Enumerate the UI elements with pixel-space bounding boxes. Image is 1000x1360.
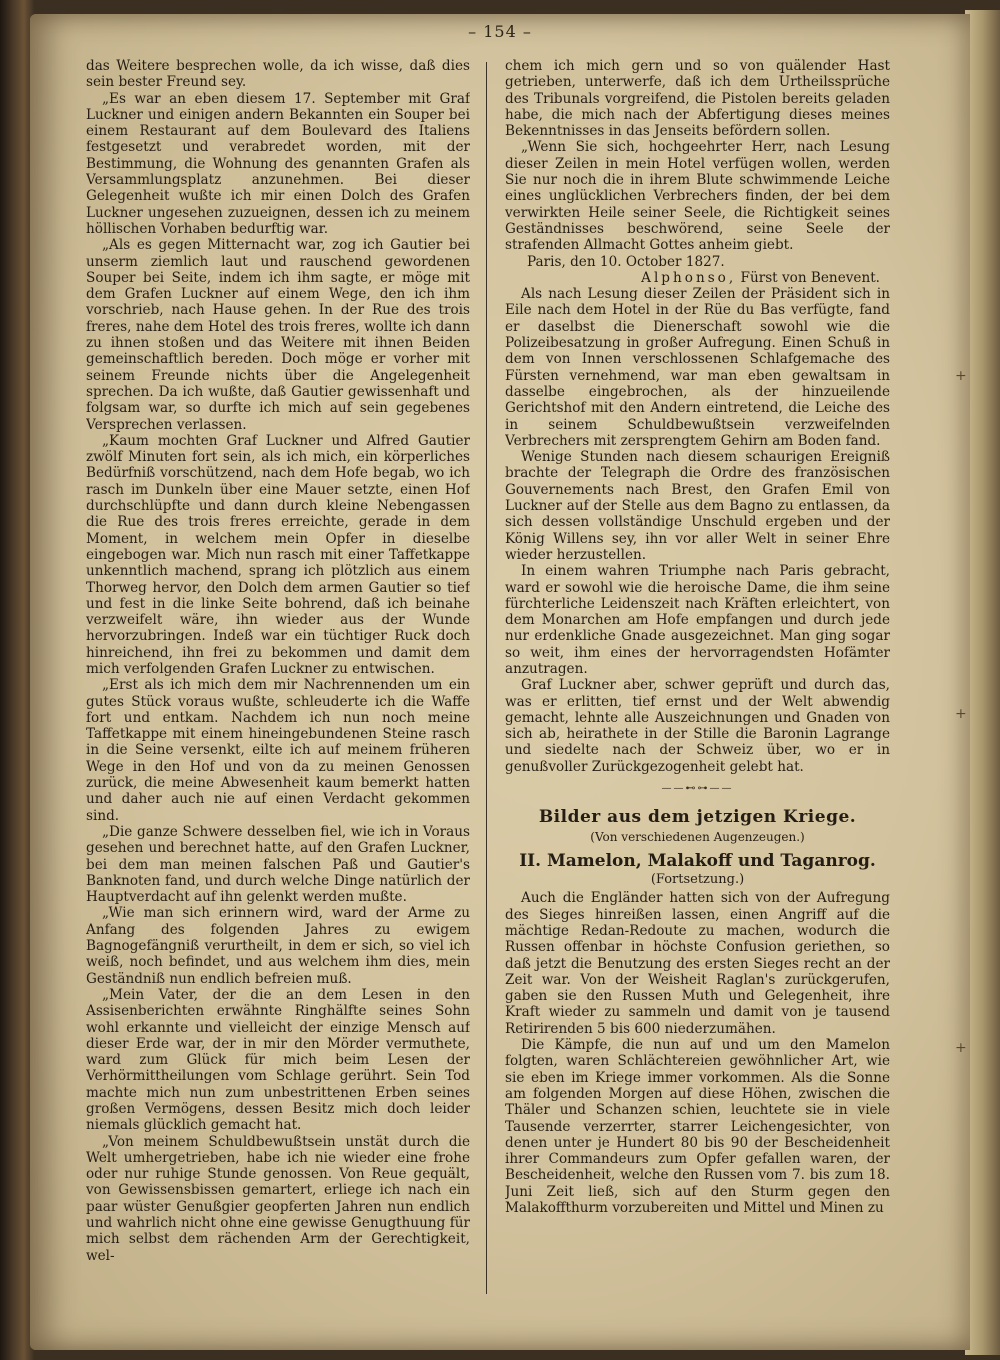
paragraph: „Von meinem Schuldbewußtsein unstät durch die Welt umhergetrieben, habe ich nie wieder eine frohe oder nur ruhige Stunde genossen. Von Reue gequält, von Gewissensbissen gemartert, erliege ich nach ein paar wüster Genußgier geopferten Jahren nun endlich und wahrlich nicht ohne eine gewisse Genugthuung für mich selbst dem rächenden Arm der Gerechtigkeit, wel- (86, 1133, 470, 1264)
paragraph: das Weitere besprechen wolle, da ich wisse, daß dies sein bester Freund sey. (86, 58, 470, 91)
section-subtitle: (Von verschiedenen Augenzeugen.) (590, 830, 805, 845)
page-number: – 154 – (468, 22, 532, 41)
paragraph: chem ich mich gern und so von quälender Hast getrieben, unterwerfe, daß ich dem Urtheilssprüche des Tribunals vorgreifend, die Pistolen bereits geladen habe, die mich nach der Abfertigung dieses meines Bekenntnisses in das Jenseits befördern sollen. (505, 58, 890, 140)
letter-ending (505, 58, 890, 254)
column-divider (486, 62, 487, 1294)
next-page-edge (965, 10, 1000, 1355)
paragraph: „Mein Vater, der die an dem Lesen in den Assisenberichten erwähnte Ringhälfte seines Sohn wohl erkannte und vielleicht der einzige Mensch auf dieser Erde war, der in mir den Mörder vermuthete, ward zum Glück für mich beim Lesen der Verhörmittheilungen vom Schlage gerührt. Sein Tod machte mich nun zum unbestrittenen Erben seines großen Vermögens, dessen Besitz mich doch leider niemals glücklich gemacht hat. (86, 986, 470, 1134)
story-conclusion (505, 286, 890, 775)
paragraph: „Es war an eben diesem 17. September mit Graf Luckner und einigen andern Bekannten ein Souper bei einem Restaurant auf dem Boulevard des Italiens festgesetzt und verabredet worden, mit der Bestimmung, die Wohnung des genannten Grafen als Versammlungsplatz anzunehmen. Bei dieser Gelegenheit wußte ich mir einen Dolch des Grafen Luckner ungesehen zuzueignen, dessen ich zu meinem höllischen Vorhaben bedurftig war. (86, 90, 470, 237)
right-column (505, 58, 890, 1298)
paragraph: Als nach Lesung dieser Zeilen der Präsident sich in Eile nach dem Hotel in der Rüe du Bas verfügte, fand er daselbst die Dienerschaft sowohl wie die Polizeibesatzung in großer Aufregung. Einen Schuß in dem von Innen verschlossenen Schlafgemache des Fürsten vernehmend, war man eben gewaltsam in dasselbe eingebrochen, als der hinzueilende Gerichtshof mit den Andern eintretend, die Leiche des in seinem Schuldbewußtsein verzweifelnden Verbrechers mit zersprengtem Gehirn am Boden fand. (505, 286, 890, 449)
paragraph: „Erst als ich mich dem mir Nachrennenden um ein gutes Stück voraus wußte, schleuderte ich die Waffe fort und entkam. Nachdem ich nun noch meine Taffetkappe mit einem hineingebundenen Steine rasch in die Seine versenkt, eilte ich auf meinem früheren Wege in den Hof und von da zu meinen Genossen zurück, die meine Abwesenheit kaum bemerkt hatten und daher auch nie auf einen Verdacht gekommen sind. (86, 677, 470, 824)
paragraph: „Die ganze Schwere desselben fiel, wie ich in Voraus gesehen und berechnet hatte, auf den Grafen Luckner, bei dem man meinen falschen Paß und Gautier's Banknoten fand, und durch welche Dinge natürlich der Hauptverdacht auf ihn gelenkt werden mußte. (86, 823, 470, 906)
section-title: Bilder aus dem jetzigen Kriege. (538, 807, 857, 828)
margin-mark-icon: + (955, 368, 967, 384)
paragraph: In einem wahren Triumphe nach Paris gebracht, ward er sowohl wie die heroische Dame, die ihm seine fürchterliche Leidenszeit nach Kräften erleichtert, von dem Monarchen am Hofe empfangen und durch jede nur erdenkliche Gnade ausgezeichnet. Man ging sogar so weit, ihm eines der hervorragendsten Hofämter anzutragen. (505, 563, 890, 677)
ornamental-divider: ——⊷⊶—— (661, 783, 734, 795)
letter-signature (505, 270, 890, 286)
margin-mark-icon: + (955, 1040, 967, 1056)
paragraph: „Wenn Sie sich, hochgeehrter Herr, nach Lesung dieser Zeilen in mein Hotel verfügen wollen, werden Sie nur noch die in ihrem Blute schwimmende Leiche eines unglücklichen Verbrechers finden, der bei dem verwirkten Heile seiner Seele, die Richtigkeit seines Geständnisses beschwörend, seine Seele der strafenden Allmacht Gottes anheim giebt. (505, 139, 890, 254)
article-continuation: (Fortsetzung.) (650, 872, 745, 888)
margin-mark-icon: + (955, 706, 967, 722)
article-title: II. Mamelon, Malakoff und Taganrog. (519, 851, 876, 872)
left-column (86, 58, 470, 1298)
paragraph: „Als es gegen Mitternacht war, zog ich Gautier bei unserm ziemlich laut und rauschend gewordenen Souper bei Seite, indem ich ihm sagte, er möge mit dem Grafen Luckner auf einem Wege, den ich ihm vorschrieb, nach Hause gehen. In der Rue des trois freres, nahe dem Hotel des trois freres, wollte ich dann zu ihnen stoßen und das Weitere mit ihnen Beiden gemeinschaftlich bereden. Doch möge er vorher mit seinem Freunde nichts über die Angelegenheit sprechen. Da ich wußte, daß Gautier gewissenhaft und folgsam war, so durfte ich mich auf sein gegebenes Versprechen verlassen. (86, 237, 470, 433)
paragraph: Graf Luckner aber, schwer geprüft und durch das, was er erlitten, tief ernst und der Welt abwendig gemacht, lehnte alle Auszeichnungen und Gnaden von sich ab, heirathete in der Stille die Baronin Lagrange und siedelte nach der Schweiz über, wo er in genußvoller Zurückgezogenheit gelebt hat. (505, 677, 890, 775)
letter-dateline: Paris, den 10. October 1827. (527, 253, 725, 270)
paragraph: Wenige Stunden nach diesem schaurigen Ereigniß brachte der Telegraph die Ordre des französischen Gouvernements nach Brest, den Grafen Emil von Luckner auf der Stelle aus dem Bagno zu entlassen, da sich dessen vollständige Unschuld ergeben und der König Willens sey, ihn vor aller Welt in seiner Ehre wieder herzustellen. (505, 449, 890, 563)
paragraph: „Kaum mochten Graf Luckner und Alfred Gautier zwölf Minuten fort sein, als ich mich, ein körperliches Bedürfniß vorschützend, nach dem Hofe begab, wo ich rasch im Dunkeln über eine Mauer setzte, einen Hof durchschlüpfte und dann durch kleine Nebengassen die Rue des trois freres erreichte, gerade in dem Moment, in welchem mein Opfer in dieselbe eingebogen war. Mich nun rasch mit einer Taffetkappe unkenntlich machend, sprang ich plötzlich aus einem Thorweg hervor, den Dolch dem armen Gautier so tief und fest in die linke Seite bohrend, daß ich beinahe verzweifelt wäre, ihn wieder aus der Wunde hervorzubringen. Indeß war ein tüchtiger Ruck doch hinreichend, ihn frei zu bekommen und damit dem mich verfolgenden Grafen Luckner zu entwischen. (86, 432, 470, 677)
paragraph: „Wie man sich erinnern wird, ward der Arme zu Anfang des folgenden Jahres zu ewigem Bagnogefängniß verurtheilt, in dem er sich, so viel ich weiß, noch befindet, und aus welchem ihm dies, mein Geständniß nun endlich befreien muß. (86, 905, 470, 987)
book-binding (0, 0, 34, 1360)
paragraph: Auch die Engländer hatten sich von der Aufregung des Sieges hinreißen lassen, einen Angriff auf die mächtige Redan-Redoute zu machen, wodurch die Russen offenbar in höchste Confusion geriethen, so daß jetzt die Benutzung des ersten Sieges recht an der Zeit war. Von der Weisheit Raglan's zurückgerufen, gaben sie den Russen Muth und Gelegenheit, ihre Kraft wieder zu sammeln und damit von je tausend Retirirenden 5 bis 600 niederzumähen. (505, 890, 890, 1037)
signature-name: Alphonso, (641, 269, 737, 286)
signature-title: Fürst von Benevent. (740, 269, 880, 286)
article-body (505, 890, 890, 1216)
paragraph: Die Kämpfe, die nun auf und um den Mamelon folgten, waren Schlächtereien gewöhnlicher Art, wie sie eben im Kriege immer vorkommen. Als die Sonne am folgenden Morgen auf diese Höhen, zwischen die Thäler und Schanzen schien, leuchtete sie in viele Tausende verzerrter, starrer Leichengesichter, von denen unter je Hundert 80 bis 90 der Bescheidenheit ihrer Commandeurs zum Opfer gefallen waren, der Bescheidenheit, welche den Russen vom 7. bis zum 18. Juni Zeit ließ, sich auf den Sturm gegen den Malakoffthurm vorzubereiten und Mittel und Minen zu (505, 1037, 890, 1216)
